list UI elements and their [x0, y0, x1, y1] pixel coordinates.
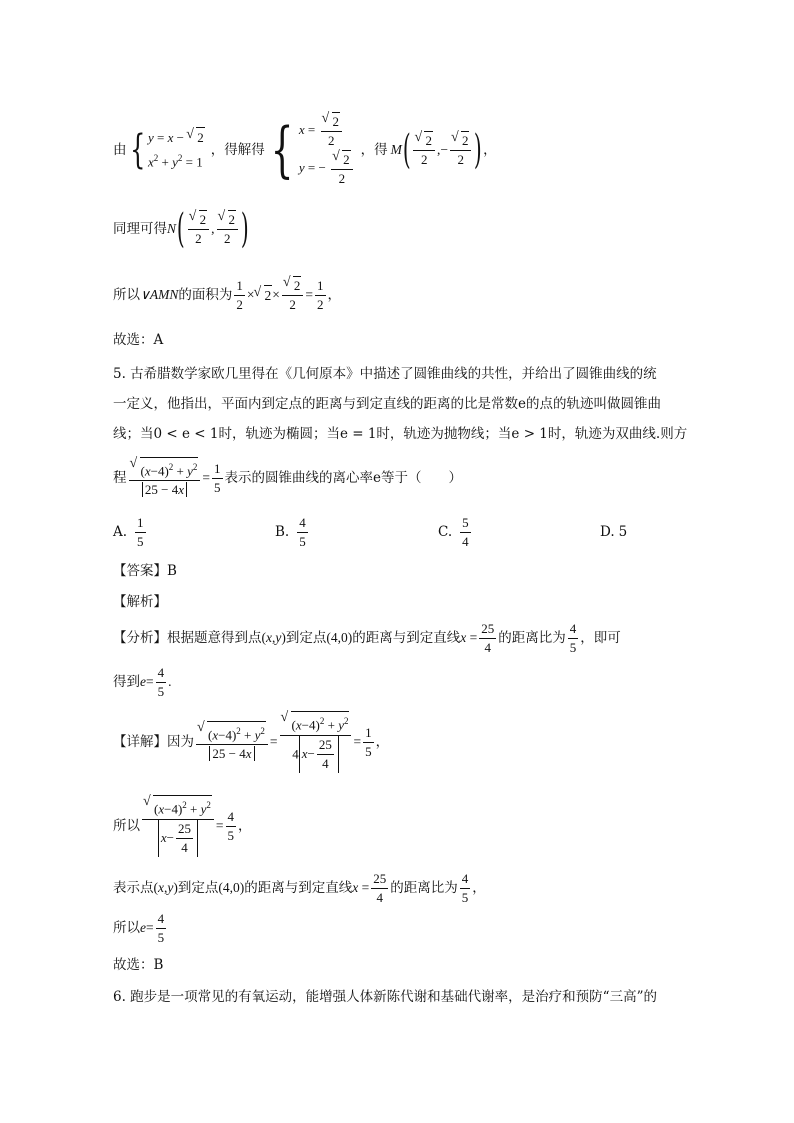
fenxi-line2: 得到 e = $\frac{4}{5}$ . [113, 664, 172, 699]
answer-tag: 【答案】B [113, 563, 177, 579]
frac-one-fifth: $\frac{1}{5}$ [214, 460, 221, 495]
solve-get: ，得 [360, 142, 388, 158]
suoyi-text: 所以 [113, 818, 140, 834]
option-c-label: C. [438, 524, 453, 540]
option-d-value: 5 [618, 524, 628, 540]
frac-sqrt2-over-2: √ $\frac{2}{2}$ [217, 210, 239, 248]
distance-ratio-frac: √ $\frac{(x-4)^2 + y^2}{25 - 4x}$ [196, 721, 268, 763]
point-m: M [390, 142, 402, 157]
suoyi-e-line: 所以 e = $\frac{4}{5}$ [113, 910, 165, 945]
frac-4-over-5: $\frac{4}{5}$ [227, 808, 235, 843]
q5-line3: 线；当0 < e < 1时，轨迹为椭圆；当e = 1时，轨迹为抛物线；当e > 1时，轨迹为双曲线.则方 [113, 426, 688, 442]
distance-ratio-frac-3: √ $(x-4)^2 + y^2$ x − $\frac{25}{4}$ [142, 795, 214, 856]
option-b[interactable] [275, 514, 310, 551]
q6-line1: 6. 跑步是一项常见的有氧运动，能增强人体新陈代谢和基础代谢率，是治疗和预防“三高”的 [113, 989, 657, 1005]
frac-4-over-5: $\frac{4}{5}$ [157, 910, 165, 945]
frac-one-fifth: $\frac{1}{5}$ [365, 724, 372, 759]
fenxi-a: 【分析】根据题意得到点 [113, 630, 262, 646]
q5-line4-prefix: 程 [113, 470, 127, 486]
fenxi-line1: 【分析】根据题意得到点 (x,y) 到定点 (4,0) 的距离与到定直线 x = $\frac{25}{4}$ 的距离比为 $\frac{4}{5}$ ，即可 [113, 620, 621, 655]
frac-sqrt2-over-2: √ $\frac{2}{2}$ [188, 210, 210, 248]
answer-a: 故选：A [113, 332, 164, 348]
biaoshi-d: 的距离比为 [390, 880, 458, 896]
frac-sqrt2-over-2: √ $\frac{2}{2}$ [413, 131, 435, 169]
equation-system: y = x − √ 2 $x^2 + y^2 = 1$ [148, 127, 205, 172]
frac-4-over-5: $\frac{4}{5}$ [157, 664, 165, 699]
frac-sqrt2-over-2: √ $\frac{2}{2}$ [450, 131, 472, 169]
paren-open: ( [176, 206, 185, 252]
option-a-frac: $\frac{1}{5}$ [137, 514, 144, 549]
option-d-label: D. [600, 524, 615, 540]
paren-open: ( [402, 127, 411, 173]
xiangjie-line: 【详解】因为 √ $\frac{(x-4)^2 + y^2}{25 - 4x}$ = √ $(x-4)^2 + y^2$ 4 x − $\frac{25}{4}$ = $\frac{1}{5}$ ， [113, 706, 389, 778]
frac-sqrt2-over-2: √ $\frac{2}{2}$ [282, 276, 304, 314]
analysis-tag: 【解析】 [113, 594, 167, 610]
option-a[interactable] [113, 514, 148, 551]
area-prefix: 所以 [113, 287, 140, 303]
area-line: 所以 ∨AMN 的面积为 $\frac{1}{2}$ × √ 2 × √ $\frac{2}{2}$ = $\frac{1}{2}$ ， [113, 273, 341, 317]
fenxi-c: 的距离与到定直线 [352, 630, 461, 646]
frac-25-over-4: $\frac{25}{4}$ [373, 870, 387, 905]
biaoshi-line: 表示点 (x,y) 到定点 (4,0) 的距离与到定直线 x = $\frac{25}{4}$ 的距离比为 $\frac{4}{5}$ ， [113, 870, 486, 905]
solve-get-solution: ，得解得 [210, 142, 265, 158]
left-brace-2: { [270, 115, 294, 185]
q5-line4-suffix: 表示的圆锥曲线的离心率e等于（ ） [224, 470, 463, 486]
option-b-frac: $\frac{4}{5}$ [299, 514, 306, 549]
solve-you: 由 [113, 142, 127, 158]
option-a-label: A. [113, 524, 128, 540]
triangle-amn: ∨AMN [140, 287, 179, 302]
same-line: 同理可得 N ( √ $\frac{2}{2}$ , √ $\frac{2}{2}$ ) [113, 206, 250, 252]
distance-ratio-frac-2: √ $(x-4)^2 + y^2$ 4 x − $\frac{25}{4}$ [280, 711, 352, 772]
fenxi-b: 到定点 [285, 630, 327, 646]
fenxi-e: ，即可 [580, 630, 621, 646]
option-d[interactable] [600, 522, 627, 542]
suoyi-line: 所以 √ $(x-4)^2 + y^2$ x − $\frac{25}{4}$ = $\frac{4}{5}$ ， [113, 790, 252, 862]
q5-options [113, 512, 633, 552]
paren-close: ) [474, 127, 483, 173]
biaoshi-a: 表示点 [113, 880, 154, 896]
biaoshi-b: 到定点 [177, 880, 219, 896]
fenxi-d: 的距离比为 [498, 630, 566, 646]
paren-close: ) [240, 206, 249, 252]
frac-25-over-4: $\frac{25}{4}$ [481, 620, 495, 655]
frac-one-half: $\frac{1}{2}$ [236, 277, 243, 312]
q5-line4: 程 √ $\frac{(x-4)^2 + y^2}{25 - 4x}$ = $\frac{1}{5}$ 表示的圆锥曲线的离心率e等于（ ） [113, 452, 462, 504]
area-tail: ， [327, 287, 342, 303]
option-c[interactable] [438, 514, 473, 551]
xiangjie-text: 【详解】因为 [113, 734, 194, 750]
option-b-label: B. [275, 524, 290, 540]
solve-line: 由 { y = x − √ 2 $x^2 + y^2 = 1$ ，得解得 { x = √ $\frac{2}{2}$ y = − √ $\frac{2}{2}$ ，得 M ( √ $\frac{2}{2}$ ,− √ $\frac{2}{2}$ ) ， [113, 108, 497, 192]
fenxi-line2-text: 得到 [113, 674, 140, 690]
equation-fraction: √ $\frac{(x-4)^2 + y^2}{25 - 4x}$ [129, 457, 201, 499]
option-c-frac: $\frac{5}{4}$ [462, 514, 469, 549]
solution-system: x = √ $\frac{2}{2}$ y = − √ $\frac{2}{2}$ [299, 112, 355, 188]
frac-4-over-5: $\frac{4}{5}$ [461, 870, 469, 905]
q5-line1: 5. 古希腊数学家欧几里得在《几何原本》中描述了圆锥曲线的共性，并给出了圆锥曲线的统 [113, 366, 657, 382]
q5-line2: 一定义，他指出，平面内到定点的距离与到定直线的距离的比是常数e的点的轨迹叫做圆锥曲 [113, 396, 661, 412]
solve-tail: ， [483, 142, 497, 158]
area-mid: 的面积为 [178, 287, 233, 303]
frac-one-half: $\frac{1}{2}$ [317, 277, 324, 312]
biaoshi-c: 的距离与到定直线 [244, 880, 353, 896]
point-n: N [167, 221, 177, 236]
frac-4-over-5: $\frac{4}{5}$ [569, 620, 577, 655]
left-brace: { [129, 127, 145, 173]
answer-b: 故选：B [113, 957, 164, 973]
same-text: 同理可得 [113, 221, 167, 237]
suoyi-e-text: 所以 [113, 920, 140, 936]
